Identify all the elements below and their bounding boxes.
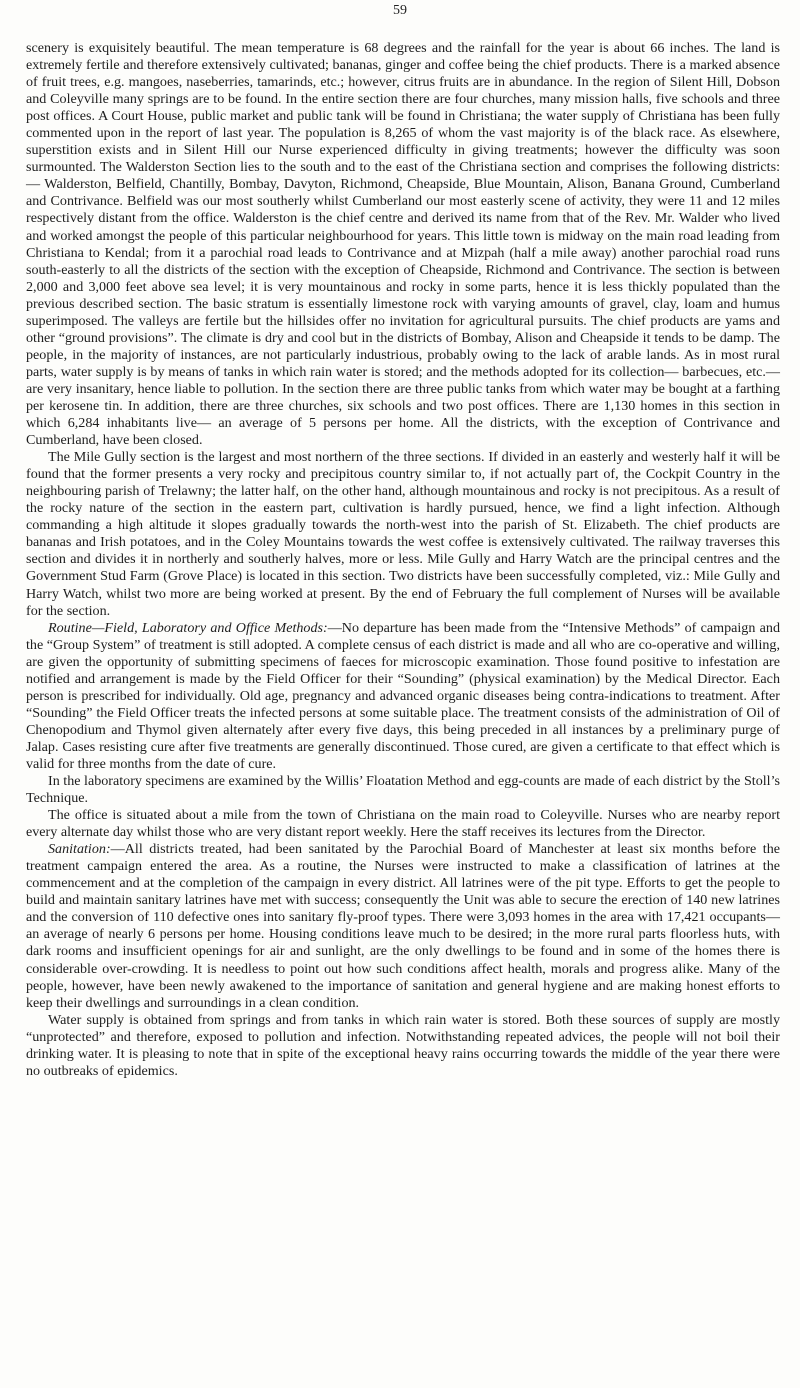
paragraph-mile-gully-section: The Mile Gully section is the largest and most northern of the three sections. If divided in an easterly and westerly half it will be found that the former presents a very rocky and precipitous country similar to, if not actually part of, the Cockpit Country in the neighbouring parish of Trelawny; the latter half, on the other hand, although mountainous and rocky is not precipitous. As a result of the rocky nature of the section in the eastern part, cultivation is hardly pursued, hence, we find a light infection. Although commanding a high altitude it slopes gradually towards the north-west into the parish of St. Elizabeth. The chief products are bananas and Irish potatoes, and in the Coley Mountains towards the west coffee is extensively cultivated. The railway traverses this section and divides it in northerly and southerly halves, more or less. Mile Gully and Harry Watch are the principal centres and the Government Stud Farm (Grove Place) is located in this section. Two districts have been successfully completed, viz.: Mile Gully and Harry Watch, whilst two more are being worked at present. By the end of February the full complement of Nurses will be available for the section.	[26, 449, 780, 619]
paragraph-routine-methods	[26, 620, 780, 773]
run-in-heading-routine: Routine—Field, Laboratory and Office Methods:	[48, 619, 328, 636]
body-text	[26, 40, 780, 1080]
page-number: 59	[393, 3, 407, 18]
paragraph-laboratory: In the laboratory specimens are examined by the Willis’ Floatation Method and egg-counts are made of each district by the Stoll’s Technique.	[26, 773, 780, 807]
paragraph-office: The office is situated about a mile from the town of Christiana on the main road to Coleyville. Nurses who are nearby report every alternate day whilst those who are very distant report weekly. Here the staff receives its lectures from the Director.	[26, 807, 780, 841]
paragraph-walderston-section: scenery is exquisitely beautiful. The mean temperature is 68 degrees and the rainfall for the year is about 66 inches. The land is extremely fertile and therefore extensively cultivated; bananas, ginger and coffee being the chief products. There is a marked absence of fruit trees, e.g. mangoes, naseberries, tamarinds, etc.; however, citrus fruits are in abundance. In the region of Silent Hill, Dobson and Coleyville many springs are to be found. In the entire section there are four churches, many mission halls, five schools and three post offices. A Court House, public market and public tank will be found in Christiana; the water supply of Christiana has been fully commented upon in the report of last year. The population is 8,265 of whom the vast majority is of the black race. As elsewhere, superstition exists and in Silent Hill our Nurse experienced difficulty in giving treatments; however the difficulty was soon surmounted. The Walderston Section lies to the south and to the east of the Christiana section and comprises the following districts:— Walderston, Belfield, Chantilly, Bombay, Davyton, Richmond, Cheapside, Blue Mountain, Alison, Banana Ground, Cumberland and Contrivance. Belfield was our most southerly whilst Cumberland our most easterly scene of activity, they were 11 and 12 miles respectively distant from the office. Walderston is the chief centre and derived its name from that of the Rev. Mr. Walder who lived and worked amongst the people of this particular neighbourhood for years. This little town is midway on the main road leading from Christiana to Kendal; from it a parochial road leads to Contrivance and at Mizpah (half a mile away) another parochial road runs south-easterly to all the districts of the section with the exception of Cheapside, Richmond and Contrivance. The section is between 2,000 and 3,000 feet above sea level; it is very mountainous and rocky in some parts, hence it is less thickly populated than the previous described section. The basic stratum is essentially limestone rock with varying amounts of gravel, clay, loam and humus superimposed. The valleys are fertile but the hillsides offer no invitation for agricultural pursuits. The chief products are yams and other “ground provisions”. The climate is dry and cool but in the districts of Bombay, Alison and Cheapside it tends to be damp. The people, in the majority of instances, are not particularly industrious, probably owing to the lack of arable lands. As in most rural parts, water supply is by means of tanks in which rain water is stored; and the methods adopted for its collection— barbecues, etc.—are very insanitary, hence liable to pollution. In the section there are three public tanks from which water may be bought at a farthing per kerosene tin. In addition, there are three churches, six schools and two post offices. There are 1,130 homes in this section in which 6,284 inhabitants live— an average of 5 persons per home. All the districts, with the exception of Contrivance and Cumberland, have been closed.	[26, 40, 780, 449]
run-in-heading-sanitation: Sanitation:	[48, 841, 111, 858]
paragraph-sanitation	[26, 841, 780, 1011]
paragraph-sanitation-text: —All districts treated, had been sanitated by the Parochial Board of Manchester at least six months before the treatment campaign entered the area. As a routine, the Nurses were instructed to make a classification of latrines at the commencement and at the completion of the campaign in every district. All latrines were of the pit type. Efforts to get the people to build and maintain sanitary latrines have met with success; consequently the Unit was able to secure the erection of 140 new latrines and the conversion of 110 defective ones into sanitary fly-proof types. There were 3,093 homes in the area with 17,421 occupants—an average of nearly 6 persons per home. Housing conditions leave much to be desired; in the more rural parts floorless huts, with dark rooms and insufficient openings for air and sunlight, are the only dwellings to be found and in some of the homes there is considerable over-crowding. It is needless to point out how such conditions affect health, morals and progress alike. Many of the people, however, have been newly awakened to the importance of sanitation and general hygiene and are making honest efforts to keep their dwellings and surroundings in a clean condition.	[26, 841, 780, 1011]
paragraph-routine-text: —No departure has been made from the “Intensive Methods” of campaign and the “Group System” of treatment is still adopted. A complete census of each district is made and all who are co-operative and willing, are given the opportunity of submitting specimens of faeces for microscopic examination. Those found positive to infestation are notified and arrangement is made by the Field Officer for their “Sounding” (physical examination) by the Medical Director. Each person is prescribed for individually. Old age, pregnancy and advanced organic diseases being contra-indications to treatment. After “Sounding” the Field Officer treats the infected persons at some suitable place. The treatment consists of the administration of Oil of Chenopodium and Thymol given alternately after every five days, this being preceded in all instances by a preliminary purge of Jalap. Cases resisting cure after five treatments are generally discontinued. Those cured, are given a certificate to that effect which is valid for three months from the date of cure.	[26, 619, 781, 772]
paragraph-water-supply: Water supply is obtained from springs and from tanks in which rain water is stored. Both these sources of supply are mostly “unprotected” and therefore, exposed to pollution and infection. Notwithstanding repeated advices, the people will not boil their drinking water. It is pleasing to note that in spite of the exceptional heavy rains occurring towards the middle of the year there were no outbreaks of epidemics.	[26, 1011, 780, 1079]
